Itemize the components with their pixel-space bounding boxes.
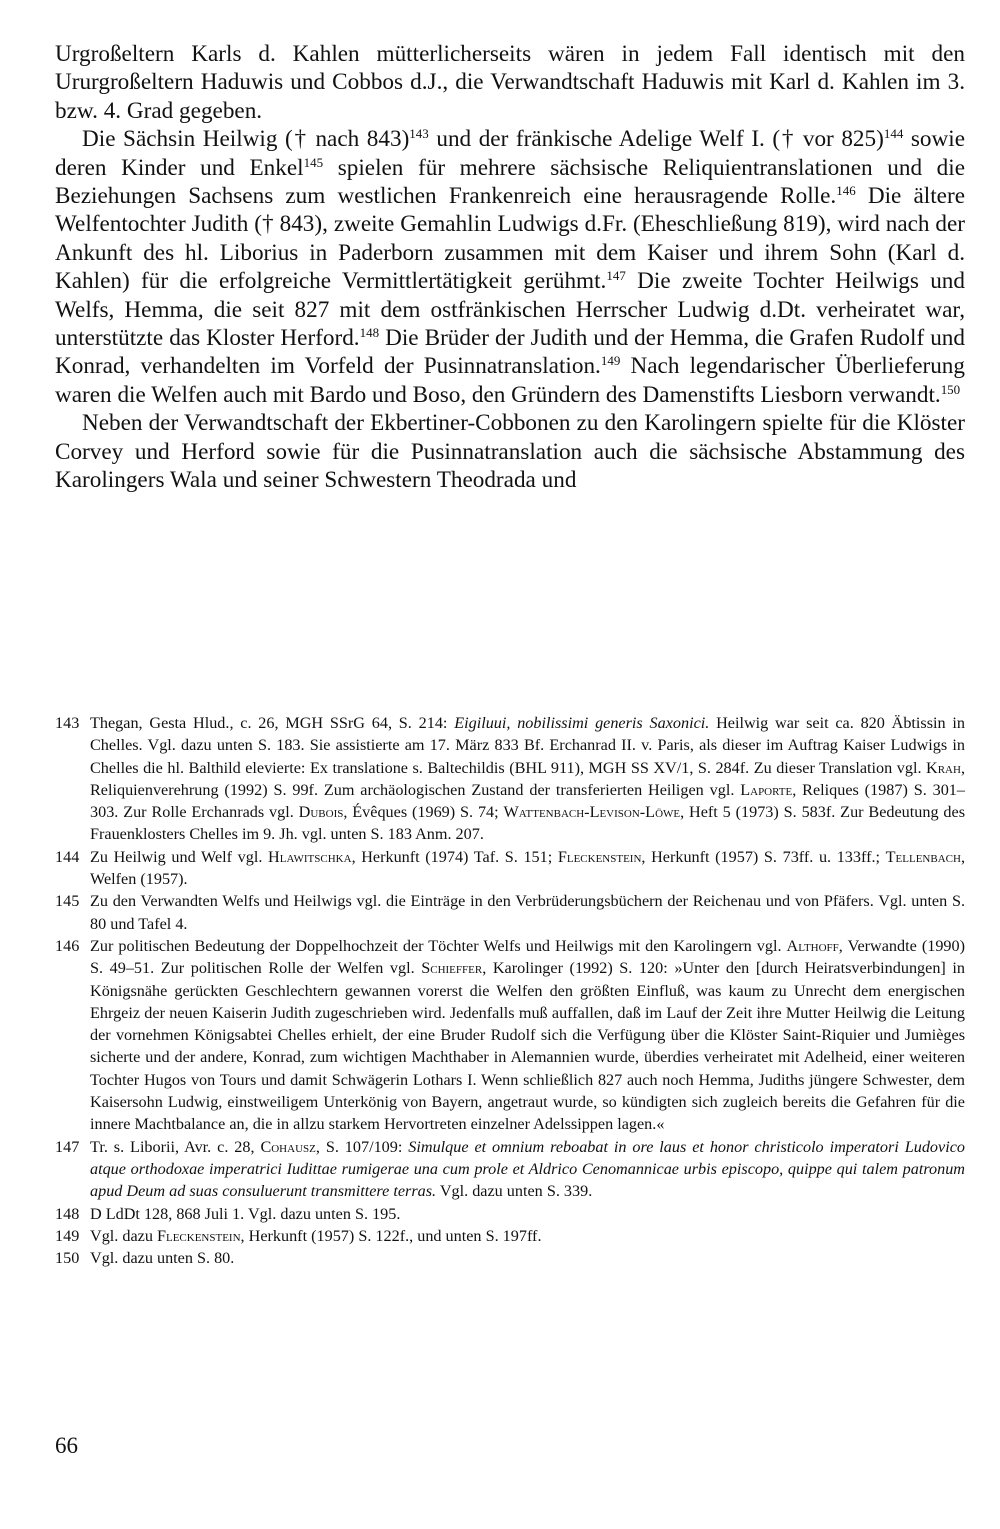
body-paragraph [55, 409, 965, 494]
text-run: Neben der Verwandtschaft der Ekbertiner-Cobbonen zu den Karolingern spielte für die Klöster Corvey und Herford sowie für die Pusinnatranslation auch die sächsische Abstammung des Karolingers Wala und seiner Schwestern Theodrada und [55, 410, 965, 494]
main-text [55, 40, 965, 495]
footnote [55, 1225, 965, 1247]
text-run: , Évêques (1969) S. 74; [343, 803, 504, 822]
text-run: Zur politischen Bedeutung der Doppelhochzeit der Töchter Welfs und Heilwigs mit den Karolingern vgl. [90, 936, 787, 955]
text-run: , Heft 5 (1973) S. 583f. Zur Bedeutung des Frauenklosters Chelles im 9. Jh. vgl. unten S. 183 Anm. 207. [90, 803, 966, 844]
footnote [55, 1203, 965, 1225]
text-run: , Herkunft (1957) S. 122f., und unten S. 197ff. [240, 1226, 542, 1245]
author-name: Althoff [786, 936, 839, 955]
text-run: und der fränkische Adelige Welf I. († vor 825) [428, 126, 884, 153]
italic-quotation: Eigiluui, nobilissimi generis Saxonici. [454, 714, 710, 732]
text-run: D LdDt 128, 868 Juli 1. Vgl. dazu unten S. 195. [90, 1204, 401, 1223]
text-run: Vgl. dazu unten S. 80. [90, 1249, 235, 1268]
footnote-number: 143 [55, 714, 80, 732]
text-run: Vgl. dazu [90, 1226, 157, 1245]
footnote-number: 147 [55, 1137, 80, 1156]
body-paragraph [55, 40, 965, 125]
text-run: , Herkunft (1974) Taf. S. 151; [351, 847, 558, 866]
text-run: , Herkunft (1957) S. 73ff. u. 133ff.; [641, 847, 886, 866]
author-name: Hlawitschka [268, 847, 352, 866]
page-number: 66 [55, 1433, 78, 1458]
text-run: Nach legendarischer Überlieferung waren die Welfen auch mit Bardo und Boso, den Gründern des Damenstifts Liesborn verwandt. [55, 353, 965, 408]
footnote-number: 149 [55, 1226, 80, 1245]
footnote [55, 1136, 965, 1203]
italic-quotation: Simulque et omnium reboabat in ore laus et honor christicolo imperatori Ludovico atque orthodoxae imperatrici Iudittae rumigerae una cum prole et Aldrico Cenomannicae urbis episcopo, quippe qui talem patronum apud Deum ad suas consuluerunt transmittere terras. [90, 1137, 965, 1201]
footnote-reference: 143 [409, 126, 429, 142]
text-run: Die Brüder der Judith und der Hemma, die Grafen Rudolf und Konrad, verhandelten im Vorfeld der Pusinnatranslation. [55, 325, 965, 380]
author-name: Tellenbach [885, 847, 961, 866]
text-run: Urgroßeltern Karls d. Kahlen mütterlicherseits wären in jedem Fall identisch mit den Ururgroßeltern Haduwis und Cobbos d.J., die Verwandtschaft Haduwis mit Karl d. Kahlen im 3. bzw. 4. Grad gegeben. [55, 41, 965, 124]
text-run: sowie deren Kinder und Enkel [55, 126, 965, 181]
text-run: , Reliquienverehrung (1992) S. 99f. Zum archäologischen Zustand der transferierten Heiligen vgl. [90, 758, 965, 799]
text-run: , S. 107/109: [315, 1137, 409, 1156]
footnote [55, 1247, 965, 1269]
text-run: Die Sächsin Heilwig († nach 843) [82, 126, 410, 153]
text-run: spielen für mehrere sächsische Reliquientranslationen und die Beziehungen Sachsens zum westlichen Frankenreich eine herausragende Rolle. [55, 154, 965, 210]
author-name: Krah [926, 758, 961, 777]
author-name: Wattenbach-Levison-Löwe [503, 803, 681, 822]
footnote-number: 148 [55, 1204, 80, 1223]
text-run: Tr. s. Liborii, Avr. c. 28, [90, 1137, 261, 1156]
author-name: Laporte [740, 780, 793, 799]
author-name: Schieffer [421, 959, 483, 978]
footnote-reference: 149 [600, 353, 621, 369]
body-paragraph [55, 125, 965, 409]
footnote [55, 846, 965, 891]
text-run: , Reliques (1987) S. 301–303. Zur Rolle Erchanrads vgl. [90, 780, 965, 822]
text-run: Vgl. dazu unten S. 339. [436, 1182, 593, 1201]
footnote-reference: 144 [883, 126, 904, 142]
footnote-number: 144 [55, 847, 80, 866]
footnote-number: 150 [55, 1249, 80, 1268]
footnote [55, 935, 965, 1136]
footnote-number: 145 [55, 892, 80, 911]
text-run: Thegan, Gesta Hlud., c. 26, MGH SSrG 64, S. 214: [90, 714, 455, 732]
text-run: Die ältere Welfentochter Judith († 843), zweite Gemahlin Ludwigs d.Fr. (Eheschließung 819), wird nach der Ankunft des hl. Liborius in Paderborn zusammen mit dem Kaiser und ihrem Sohn (Karl d. Kahlen) für die erfolgreiche Vermittlertätigkeit gerühmt. [55, 183, 965, 295]
footnotes [55, 712, 965, 1269]
footnote [55, 712, 965, 846]
footnote-reference: 148 [359, 325, 380, 341]
footnote [55, 890, 965, 935]
footnote-number: 146 [55, 936, 80, 955]
author-name: Fleckenstein [557, 847, 642, 866]
text-run: Zu Heilwig und Welf vgl. [90, 847, 269, 866]
author-name: Dubois [298, 803, 344, 822]
text-run: Heilwig war seit ca. 820 Äbtissin in Chelles. Vgl. dazu unten S. 183. Sie assistierte am 17. März 833 Bf. Erchanrad II. v. Paris, als dieser im Auftrag Kaiser Ludwigs in Chelles die hl. Balthild elevierte: Ex translatione s. Baltechildis (BHL 911), MGH SS XV/1, S. 284f. Zu dieser Translation vgl. [90, 714, 965, 777]
text-run: , Welfen (1957). [90, 847, 965, 889]
footnote-reference: 145 [303, 154, 324, 170]
text-run: Die zweite Tochter Heilwigs und Welfs, Hemma, die seit 827 mit dem ostfränkischen Herrscher Ludwig d.Dt. verheiratet war, unterstützte das Kloster Herford. [55, 268, 965, 352]
author-name: Fleckenstein [156, 1226, 241, 1245]
footnote-reference: 150 [940, 381, 961, 397]
footnote-reference: 146 [836, 182, 856, 198]
text-run: Zu den Verwandten Welfs und Heilwigs vgl. die Einträge in den Verbrüderungsbüchern der Reichenau und von Pfäfers. Vgl. unten S. 80 und Tafel 4. [90, 892, 965, 933]
text-run: , Karolinger (1992) S. 120: »Unter den [durch Heiratsverbindungen] in Königsnähe gerückten Geschlechtern gewannen vorerst die Welfen den größten Einfluß, was kaum zu Unrecht dem energischen Ehrgeiz der neuen Kaiserin Judith zugeschrieben wird. Jedenfalls muß auffallen, daß im Lauf der Zeit ihre Mutter Heilwig die Leitung der vornehmen Königsabtei Chelles erhielt, der eine Bruder Rudolf sich die Verfügung über die Klöster Saint-Riquier und Jumièges sicherte und der andere, Konrad, zum wichtigen Machthaber in Alemannien wurde, überdies verheiratet mit Adelheid, einer weiteren Tochter Hugos von Tours und damit Schwägerin Lothars I. Wenn schließlich 827 auch noch Hemma, Judiths jüngere Schwester, dem Kaisersohn Ludwig, einstweiligem Unterkönig von Bayern, angetraut wurde, so kündigten sich zugleich bereits die Gefahren für die innere Machtbalance an, die in allzu starkem Hervortreten einzelner Adelssippen lagen.« [90, 959, 965, 1134]
footnote-reference: 147 [606, 268, 626, 284]
author-name: Cohausz [260, 1137, 316, 1156]
text-run: , Verwandte (1990) S. 49–51. Zur politischen Rolle der Welfen vgl. [90, 936, 965, 978]
